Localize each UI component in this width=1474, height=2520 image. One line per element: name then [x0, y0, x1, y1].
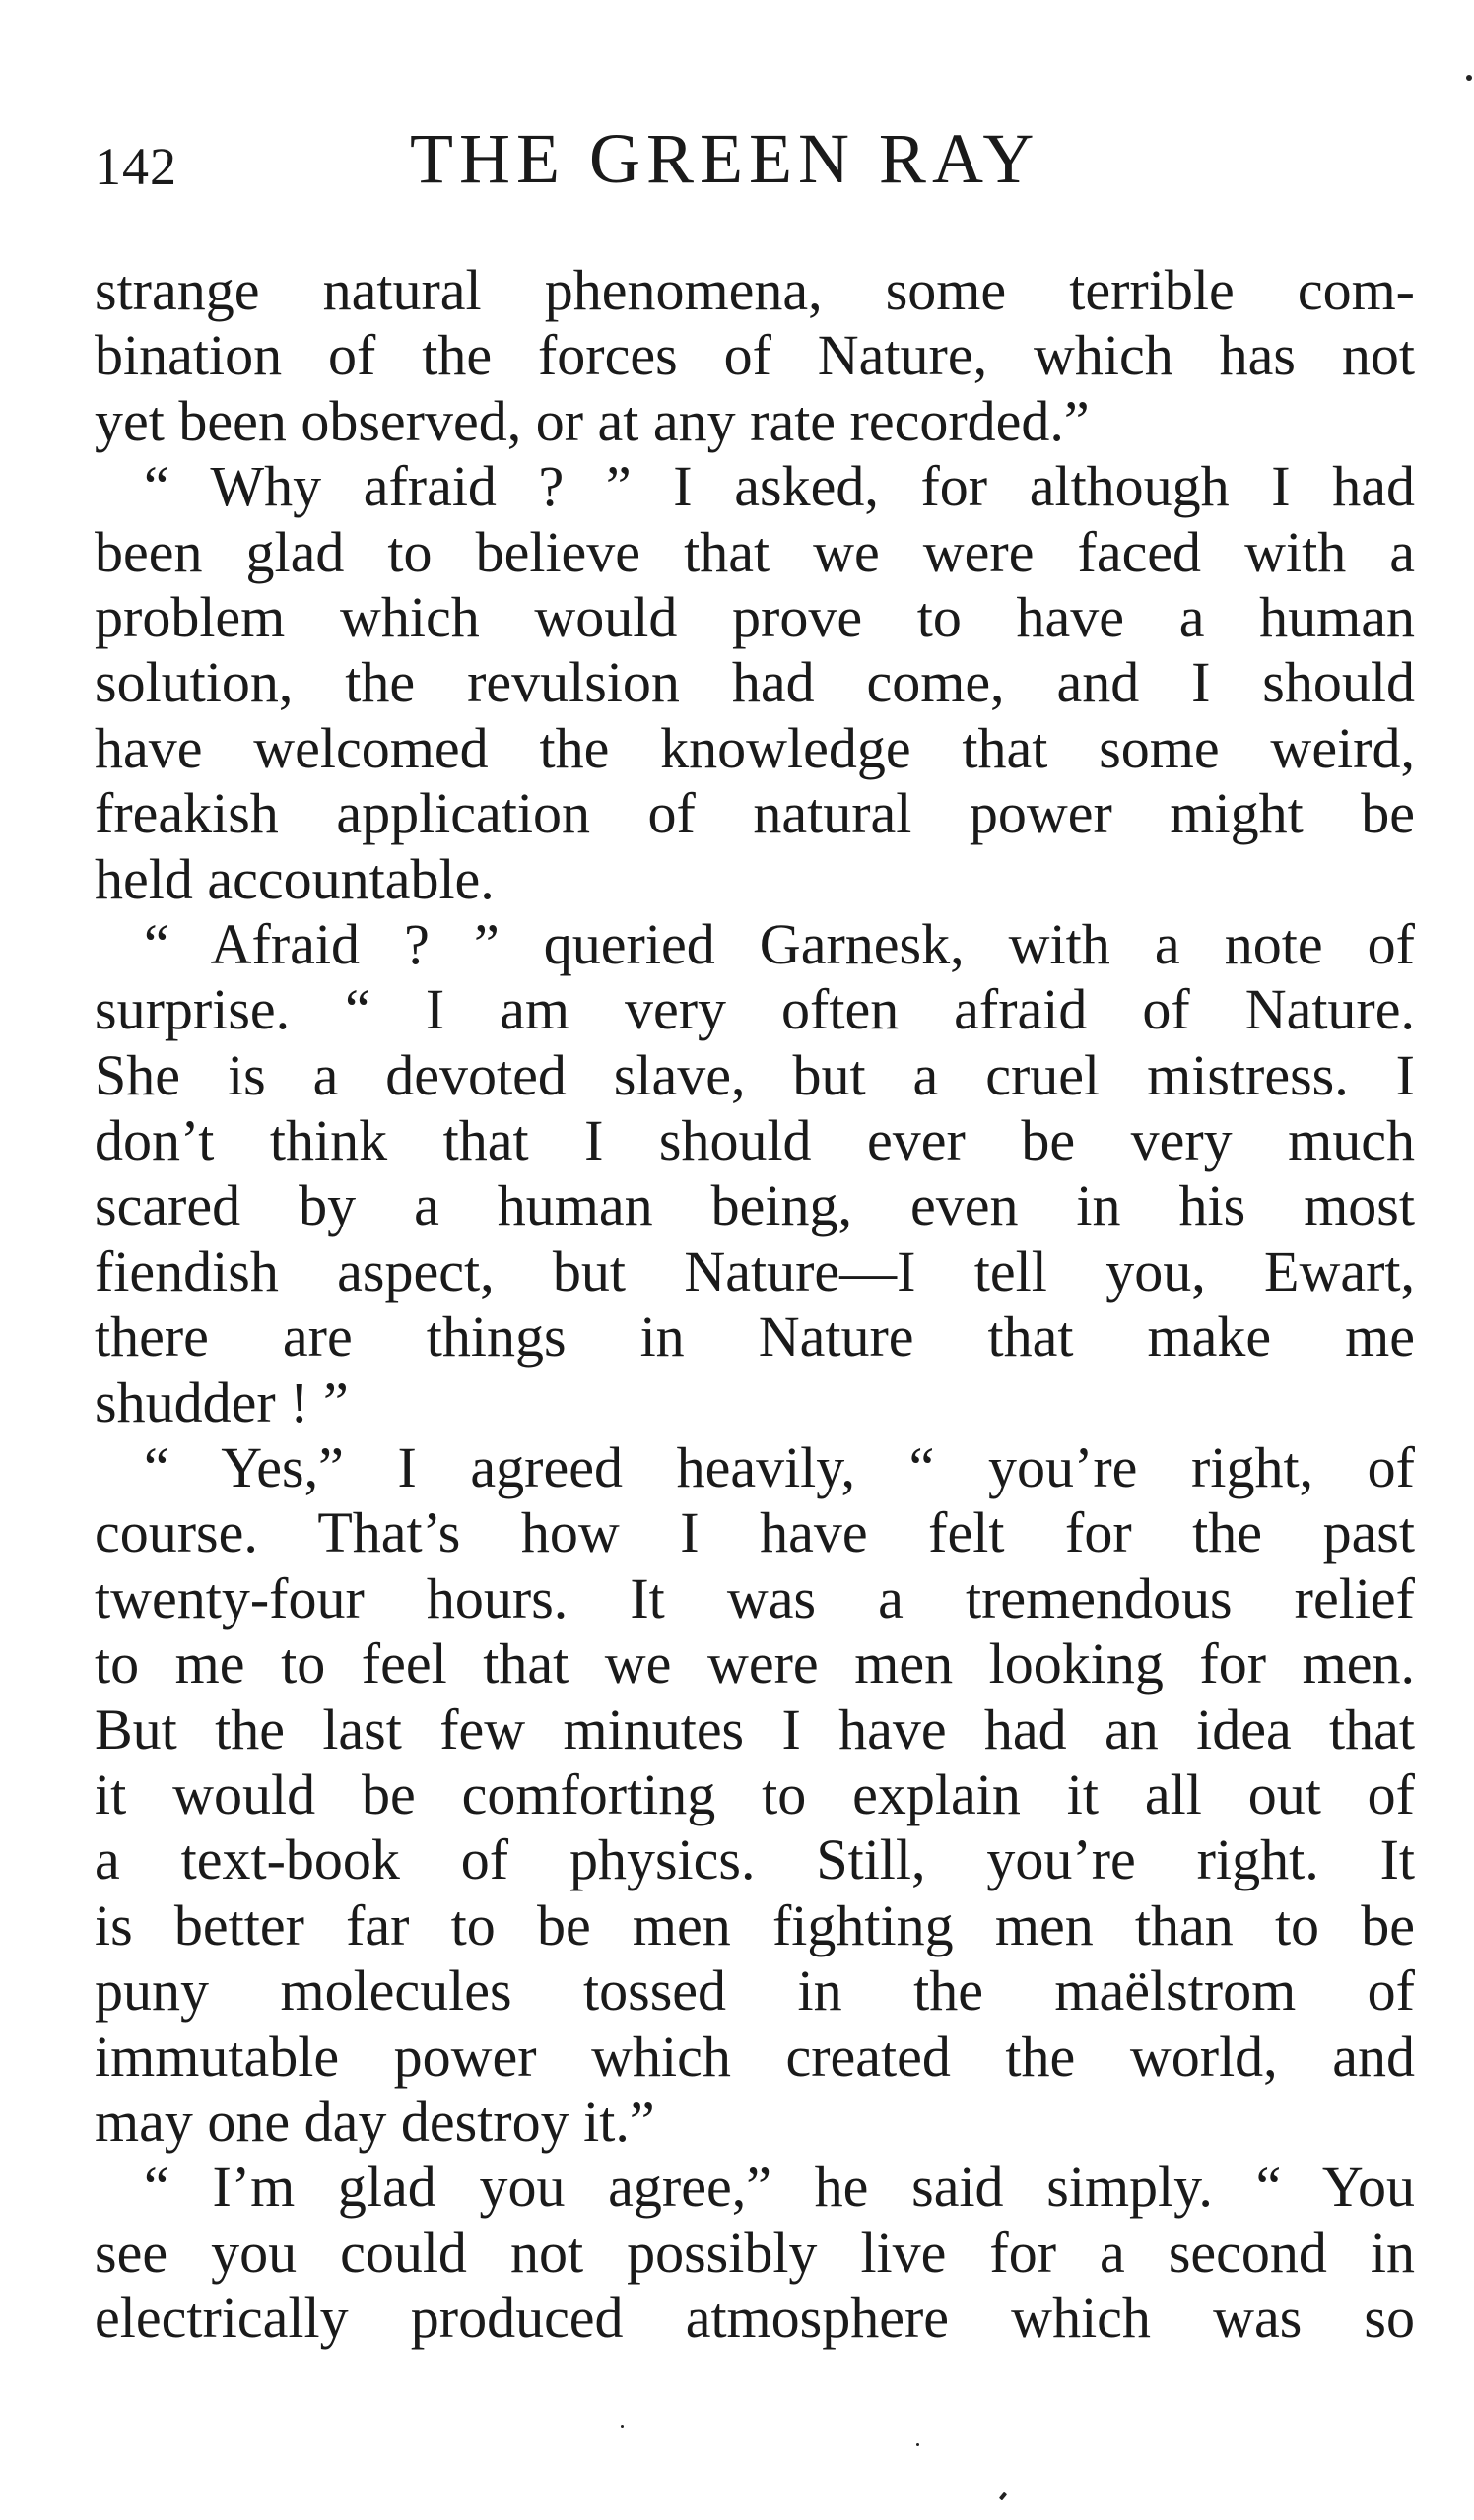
text-line: immutable power which created the world, and: [95, 2023, 1415, 2089]
text-line: But the last few minutes I have had an idea that: [95, 1696, 1415, 1761]
text-line: fiendish aspect, but Nature—I tell you, Ewart,: [95, 1238, 1415, 1303]
text-line: “ Afraid ? ” queried Garnesk, with a note of: [144, 911, 1415, 976]
text-line: shudder ! ”: [95, 1369, 349, 1434]
text-line: She is a devoted slave, but a cruel mistress. I: [95, 1042, 1415, 1107]
text-line: twenty-four hours. It was a tremendous relief: [95, 1565, 1415, 1630]
text-line: puny molecules tossed in the maëlstrom of: [95, 1958, 1415, 2023]
text-line: a text-book of physics. Still, you’re right. It: [95, 1827, 1415, 1892]
scan-speck: [1466, 75, 1472, 81]
text-line: may one day destroy it.”: [95, 2089, 655, 2154]
text-line: see you could not possibly live for a second in: [95, 2220, 1415, 2285]
text-line: bination of the forces of Nature, which has not: [95, 323, 1415, 388]
text-line: is better far to be men fighting men than to be: [95, 1892, 1415, 1957]
scan-speck: [621, 2425, 624, 2428]
text-line: have welcomed the knowledge that some weird,: [95, 715, 1415, 780]
text-line: strange natural phenomena, some terrible com-: [95, 258, 1415, 322]
text-line: course. That’s how I have felt for the past: [95, 1500, 1415, 1565]
text-line: freakish application of natural power might be: [95, 781, 1415, 846]
text-line: yet been observed, or at any rate recorded.”: [95, 388, 1090, 453]
body-text: [95, 258, 1415, 2352]
text-line: scared by a human being, even in his most: [95, 1173, 1415, 1238]
text-line: it would be comforting to explain it all out of: [95, 1761, 1415, 1826]
text-line: solution, the revulsion had come, and I should: [95, 650, 1415, 715]
text-line: “ I’m glad you agree,” he said simply. “ You: [144, 2155, 1415, 2220]
text-line: there are things in Nature that make me: [95, 1304, 1415, 1369]
text-line: been glad to believe that we were faced with a: [95, 519, 1415, 584]
text-line: problem which would prove to have a human: [95, 584, 1415, 649]
text-line: electrically produced atmosphere which was so: [95, 2286, 1415, 2351]
page-header: [95, 118, 1415, 227]
text-line: “ Why afraid ? ” I asked, for although I had: [144, 454, 1415, 519]
running-title: THE GREEN RAY: [410, 119, 1040, 198]
page-number: 142: [95, 137, 177, 196]
text-line: surprise. “ I am very often afraid of Nature.: [95, 977, 1415, 1042]
scan-speck: [916, 2443, 919, 2446]
text-line: to me to feel that we were men looking for men.: [95, 1631, 1415, 1696]
text-line: don’t think that I should ever be very much: [95, 1108, 1415, 1173]
scan-speck: [999, 2492, 1007, 2501]
text-line: held accountable.: [95, 846, 495, 911]
text-line: “ Yes,” I agreed heavily, “ you’re right, of: [144, 1435, 1415, 1500]
